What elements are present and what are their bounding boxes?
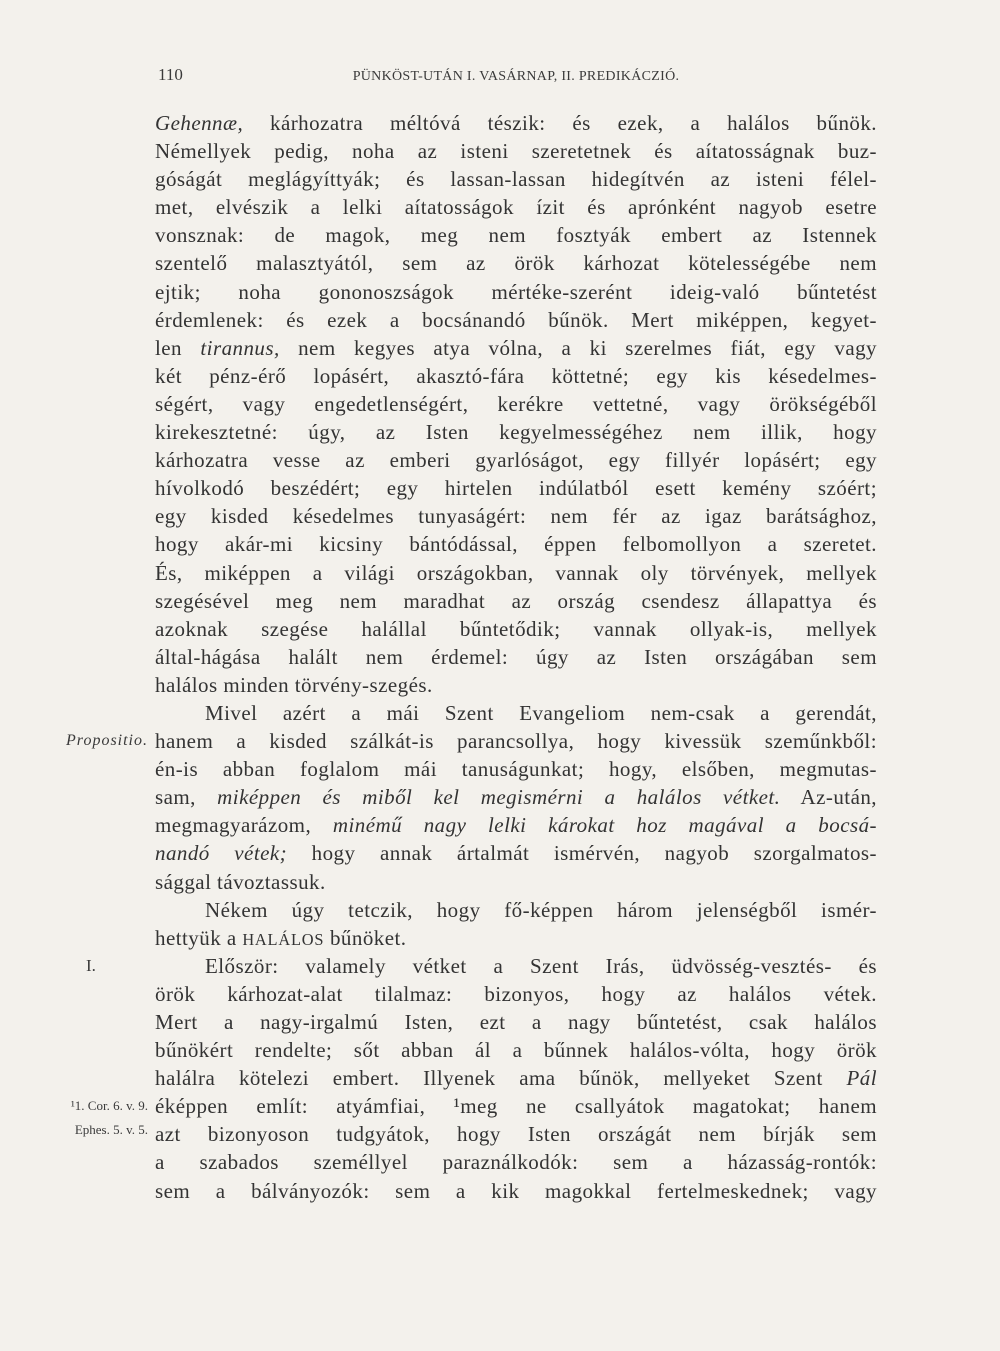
text-line	[155, 615, 877, 643]
line-text: sem a bálványozók: sem a kik magokkal fertelmeskednek; vagy	[155, 1178, 877, 1203]
line-text: éképpen említ: atyámfiai, ¹meg ne csallyátok magatokat; hanem	[155, 1094, 877, 1119]
text-line	[155, 502, 877, 530]
text-line	[155, 1177, 877, 1205]
text-line	[155, 1120, 877, 1148]
line-text: kárhozatra méltóvá tészik: és ezek, a halálos bűnök.	[243, 111, 877, 135]
running-title: PÜNKÖST-UTÁN I. VASÁRNAP, II. PREDIKÁCZIÓ.	[352, 69, 680, 84]
line-text: ejtik; noha gononoszságok mértéke-szerént ideig-való bűntetést	[155, 279, 877, 304]
text-line	[155, 362, 877, 390]
line-text: sam,	[155, 785, 218, 810]
line-text: Az-után,	[780, 785, 877, 810]
page-number: 110	[158, 65, 183, 84]
line-text: bűnöket.	[324, 925, 407, 950]
text-line	[155, 446, 877, 474]
text-line	[155, 1064, 877, 1092]
italic-text: Gehennæ,	[155, 111, 244, 135]
italic-text: minémű nagy lelki károkat hoz magával a bocsá-	[332, 813, 877, 838]
text-line	[155, 896, 877, 924]
text-line	[155, 109, 877, 137]
margin-note-propositio: Propositio.	[66, 732, 148, 749]
text-line	[155, 193, 877, 221]
line-text: halálos minden törvény-szegés.	[155, 672, 433, 697]
text-line	[155, 249, 877, 277]
text-line	[155, 587, 877, 615]
line-text: két pénz-érő lopásért, akasztó-fára köttetné; egy kis késedelmes-	[155, 363, 877, 388]
line-text: azt bizonyoson tudgyátok, hogy Isten országát nem bírják sem	[155, 1122, 877, 1147]
line-text: Mivel azért a mái Szent Evangeliom nem-csak a gerendát,	[205, 700, 877, 725]
line-text: kirekesztetné: úgy, az Isten kegyelmességéhez nem illik, hogy	[155, 420, 877, 445]
text-line	[155, 165, 877, 193]
text-line	[155, 306, 877, 334]
line-text: azoknak szegése halállal bűntetődik; vannak ollyak-is, mellyek	[155, 616, 877, 641]
margin-note-section-one: I.	[86, 956, 96, 975]
small-caps-text: HALÁLOS	[242, 929, 325, 949]
text-line	[155, 980, 877, 1008]
line-text: Nékem úgy tetczik, hogy fő-képpen három jelenségből ismér-	[205, 897, 877, 922]
text-line	[155, 390, 877, 418]
line-text: nem kegyes atya vólna, a ki szerelmes fiát, egy vagy	[279, 335, 877, 360]
margin-note-reference-corinthians: ¹1. Cor. 6. v. 9.	[70, 1098, 148, 1113]
line-text: Mert a nagy-irgalmú Isten, ezt a nagy bűntetést, csak halálos	[155, 1010, 877, 1034]
italic-text: Pál	[846, 1066, 877, 1091]
line-text: hívolkodó beszédért; egy hirtelen indúlatból esett kemény szóért;	[155, 476, 877, 501]
text-line	[155, 334, 877, 362]
text-line	[155, 868, 877, 896]
line-text: én-is abban foglalom mái tanuságunkat; hogy, elsőben, megmutas-	[155, 757, 877, 782]
italic-text: miképpen és miből kel megismérni a halálos vétket.	[217, 785, 781, 810]
body-text	[155, 109, 877, 1205]
line-text: szentelő malasztyától, sem az örök kárhozat kötelességébe nem	[155, 251, 877, 276]
line-text: örök kárhozat-alat tilalmaz: bizonyos, hogy az halálos vétek.	[155, 981, 877, 1006]
line-text: bűnökért rendelte; sőt abban ál a bűnnek halálos-vólta, hogy örök	[155, 1038, 877, 1063]
line-text: szegésével meg nem maradhat az ország csendesz állapattya és	[155, 588, 877, 613]
line-text: És, miképpen a világi országokban, vannak oly törvények, mellyek	[155, 560, 877, 585]
text-line	[155, 221, 877, 249]
line-text: Először: valamely vétket a Szent Irás, üdvösség-vesztés- és	[205, 953, 877, 978]
line-text: érdemlenek: és ezek a bocsánandó bűnök. Mert miképpen, kegyet-	[155, 307, 877, 332]
italic-text: nandó vétek;	[155, 841, 288, 866]
line-text: egy kisded késedelmes tunyaságért: nem fér az igaz barátsághoz,	[155, 504, 877, 529]
italic-text: tirannus,	[200, 335, 280, 360]
line-text: által-hágása halált nem érdemel: úgy az Isten országában sem	[155, 644, 877, 669]
text-line	[155, 924, 877, 952]
text-line	[155, 1008, 877, 1036]
line-text: hettyük a	[155, 925, 243, 950]
line-text: Némellyek pedig, noha az isteni szeretetnek és aítatosságnak buz-	[155, 139, 877, 164]
text-line	[155, 671, 877, 699]
line-text: góságát meglágyíttyák; és lassan-lassan hidegítvén az isteni félel-	[155, 167, 877, 192]
text-line	[155, 137, 877, 165]
line-text: ségért, vagy engedetlenségért, kerékre vettetné, vagy örökségéből	[155, 391, 877, 416]
margin-note-reference-ephesians: Ephes. 5. v. 5.	[74, 1122, 148, 1137]
text-line	[155, 278, 877, 306]
line-text: hogy annak ártalmát ismérvén, nagyob szorgalmatos-	[287, 841, 877, 866]
line-text: met, elvészik a lelki aítatosságok ízit és aprónként nagyob esetre	[155, 195, 877, 220]
text-line	[155, 811, 877, 839]
text-line	[155, 418, 877, 446]
line-text: a szabados személlyel paraználkodók: sem a házasság-rontók:	[155, 1150, 877, 1175]
text-line	[155, 643, 877, 671]
line-text: sággal távoztassuk.	[155, 869, 326, 894]
text-line	[155, 755, 877, 783]
text-line	[155, 530, 877, 558]
line-text: len	[155, 335, 201, 360]
line-text: hogy akár-mi kicsiny bántódással, éppen felbomollyon a szeretet.	[155, 532, 877, 557]
line-text: hanem a kisded szálkát-is parancsollya, hogy kivessük szeműnkből:	[155, 729, 877, 754]
text-line	[155, 559, 877, 587]
text-line	[155, 1036, 877, 1064]
line-text: vonsznak: de magok, meg nem fosztyák embert az Istennek	[155, 223, 877, 248]
text-line	[155, 839, 877, 867]
text-line	[155, 1092, 877, 1120]
line-text: megmagyarázom,	[155, 813, 333, 838]
text-line	[155, 952, 877, 980]
text-line	[155, 1148, 877, 1176]
text-line	[155, 699, 877, 727]
text-line	[155, 727, 877, 755]
line-text: kárhozatra vesse az emberi gyarlóságot, egy fillyér lopásért; egy	[155, 448, 877, 473]
text-line	[155, 783, 877, 811]
text-line	[155, 474, 877, 502]
line-text: halálra kötelezi embert. Illyenek ama bűnök, mellyeket Szent	[155, 1066, 847, 1091]
